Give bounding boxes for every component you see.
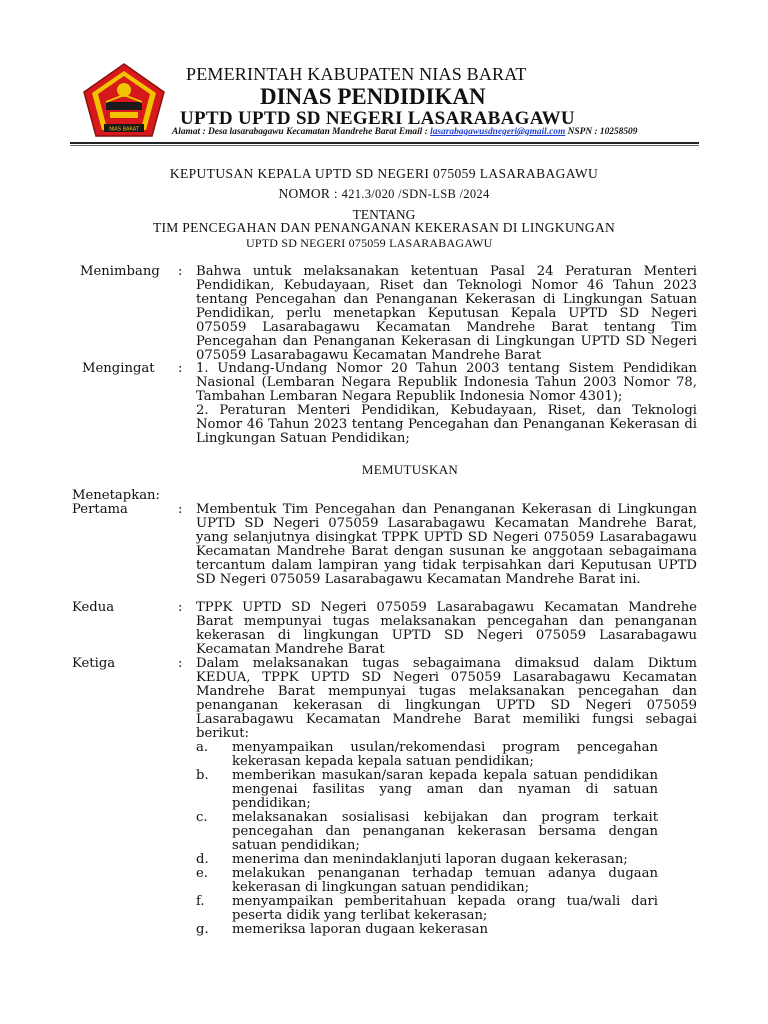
- menimbang-text: Bahwa untuk melaksanakan ketentuan Pasal 24 Peraturan Menteri Pendidikan, Kebudayaan, Riset dan Teknologi Nomor 46 Tahun 2023 tentang Pencegahan dan Penanganan Kekerasan di Lingkungan Satuan Pendidikan, perlu menetapkan Keputusan Kepala UPTD SD Negeri 075059 Lasarabagawu Kecamatan Mandrehe Barat tentang Tim Pencegahan dan Penanganan Kekerasan di Lingkungan UPTD SD Negeri 075059 Lasarabagawu Kecamatan Mandrehe Barat: [196, 264, 697, 363]
- mengingat-item-1: 1. Undang-Undang Nomor 20 Tahun 2003 tentang Sistem Pendidikan Nasional (Lembaran Negara Republik Indonesia Tahun 2003 Nomor 78, Tambahan Lembaran Negara Republik Indonesia Nomor 4301);: [196, 361, 697, 404]
- kedua-text: TPPK UPTD SD Negeri 075059 Lasarabagawu Kecamatan Mandrehe Barat mempunyai tugas melaksanakan pencegahan dan penanganan kekerasan di lingkungan UPTD SD Negeri 075059 Lasarabagawu Kecamatan Mandrehe Barat: [196, 600, 697, 657]
- list-item: melaksanakan sosialisasi kebijakan dan program terkait pencegahan dan penanganan kekerasan bersama dengan satuan pendidikan;: [232, 810, 658, 853]
- list-letter: f.: [196, 894, 205, 909]
- decree-title: KEPUTUSAN KEPALA UPTD SD NEGERI 075059 LASARABAGAWU: [169, 166, 599, 181]
- email-link[interactable]: lasarabagawusdnegeri@gmail.com: [430, 127, 566, 137]
- school-name: UPTD UPTD SD NEGERI LASARABAGAWU: [180, 108, 575, 129]
- address-text: Alamat : Desa lasarabagawu Kecamatan Mandrehe Barat Email :: [172, 127, 431, 137]
- menimbang-label: Menimbang: [80, 264, 160, 279]
- tentang-heading: TENTANG: [352, 207, 416, 222]
- colon: :: [178, 600, 183, 615]
- address-line: [172, 127, 692, 137]
- list-item: menyampaikan usulan/rekomendasi program pencegahan kekerasan kepada kepala satuan pendidikan;: [232, 740, 658, 769]
- colon: :: [178, 361, 183, 376]
- nias-barat-emblem-icon: [82, 62, 166, 138]
- pertama-label: Pertama: [72, 502, 128, 517]
- list-item: melakukan penanganan terhadap temuan adanya dugaan kekerasan di lingkungan satuan pendidikan;: [232, 866, 658, 895]
- list-letter: e.: [196, 866, 208, 881]
- list-letter: g.: [196, 922, 209, 937]
- list-letter: a.: [196, 740, 209, 755]
- memutuskan-heading: MEMUTUSKAN: [361, 462, 459, 477]
- list-item: memeriksa laporan dugaan kekerasan: [232, 922, 488, 937]
- nomor-label: NOMOR :: [278, 186, 342, 201]
- colon: :: [178, 656, 183, 671]
- list-letter: b.: [196, 768, 209, 783]
- mengingat-item-2: 2. Peraturan Menteri Pendidikan, Kebudayaan, Riset, dan Teknologi Nomor 46 Tahun 2023 tentang Pencegahan dan Penanganan Kekerasan di Lingkungan Satuan Pendidikan;: [196, 403, 697, 446]
- list-item: menyampaikan pemberitahuan kepada orang tua/wali dari peserta didik yang terlibat kekerasan;: [232, 894, 658, 923]
- letterhead-divider-thin: [70, 145, 699, 146]
- list-letter: c.: [196, 810, 208, 825]
- list-item: menerima dan menindaklanjuti laporan dugaan kekerasan;: [232, 852, 628, 867]
- colon: :: [178, 264, 183, 279]
- ketiga-text: Dalam melaksanakan tugas sebagaimana dimaksud dalam Diktum KEDUA, TPPK UPTD SD Negeri 075059 Lasarabagawu Kecamatan Mandrehe Barat mempunyai tugas melaksanakan pencegahan dan penanganan kekerasan di lingkungan UPTD SD Negeri 075059 Lasarabagawu Kecamatan Mandrehe Barat memiliki fungsi sebagai berikut:: [196, 656, 697, 741]
- logo-caption: NIAS BARAT: [109, 126, 139, 133]
- list-letter: d.: [196, 852, 209, 867]
- menetapkan-label: Menetapkan:: [72, 488, 160, 503]
- pertama-text: Membentuk Tim Pencegahan dan Penanganan Kekerasan di Lingkungan UPTD SD Negeri 075059 Lasarabagawu Kecamatan Mandrehe Barat, yang selanjutnya disingkat TPPK UPTD SD Negeri 075059 Lasarabagawu Kecamatan Mandrehe Barat dengan susunan ke anggotaan sebagaimana tercantum dalam lampiran yang tidak terpisahkan dari Keputusan UPTD SD Negeri 075059 Lasarabagawu Kecamatan Mandrehe Barat ini.: [196, 502, 697, 587]
- npsn-text: NSPN : 10258509: [565, 127, 638, 137]
- decree-number: [60, 186, 708, 202]
- decree-subject-line2: UPTD SD NEGERI 075059 LASARABAGAWU: [246, 236, 493, 250]
- letterhead-divider: [70, 142, 699, 144]
- office-name: DINAS PENDIDIKAN: [260, 84, 486, 109]
- colon: :: [178, 502, 183, 517]
- kedua-label: Kedua: [72, 600, 115, 615]
- list-item: memberikan masukan/saran kepada kepala satuan pendidikan mengenai fasilitas yang aman dan nyaman di satuan pendidikan;: [232, 768, 658, 811]
- nomor-value: 421.3/020 /SDN-LSB /2024: [341, 187, 490, 201]
- ketiga-label: Ketiga: [72, 656, 116, 671]
- government-name: PEMERINTAH KABUPATEN NIAS BARAT: [186, 64, 527, 84]
- mengingat-label: Mengingat: [82, 361, 155, 376]
- decree-subject: TIM PENCEGAHAN DAN PENANGANAN KEKERASAN DI LINGKUNGAN: [152, 220, 616, 235]
